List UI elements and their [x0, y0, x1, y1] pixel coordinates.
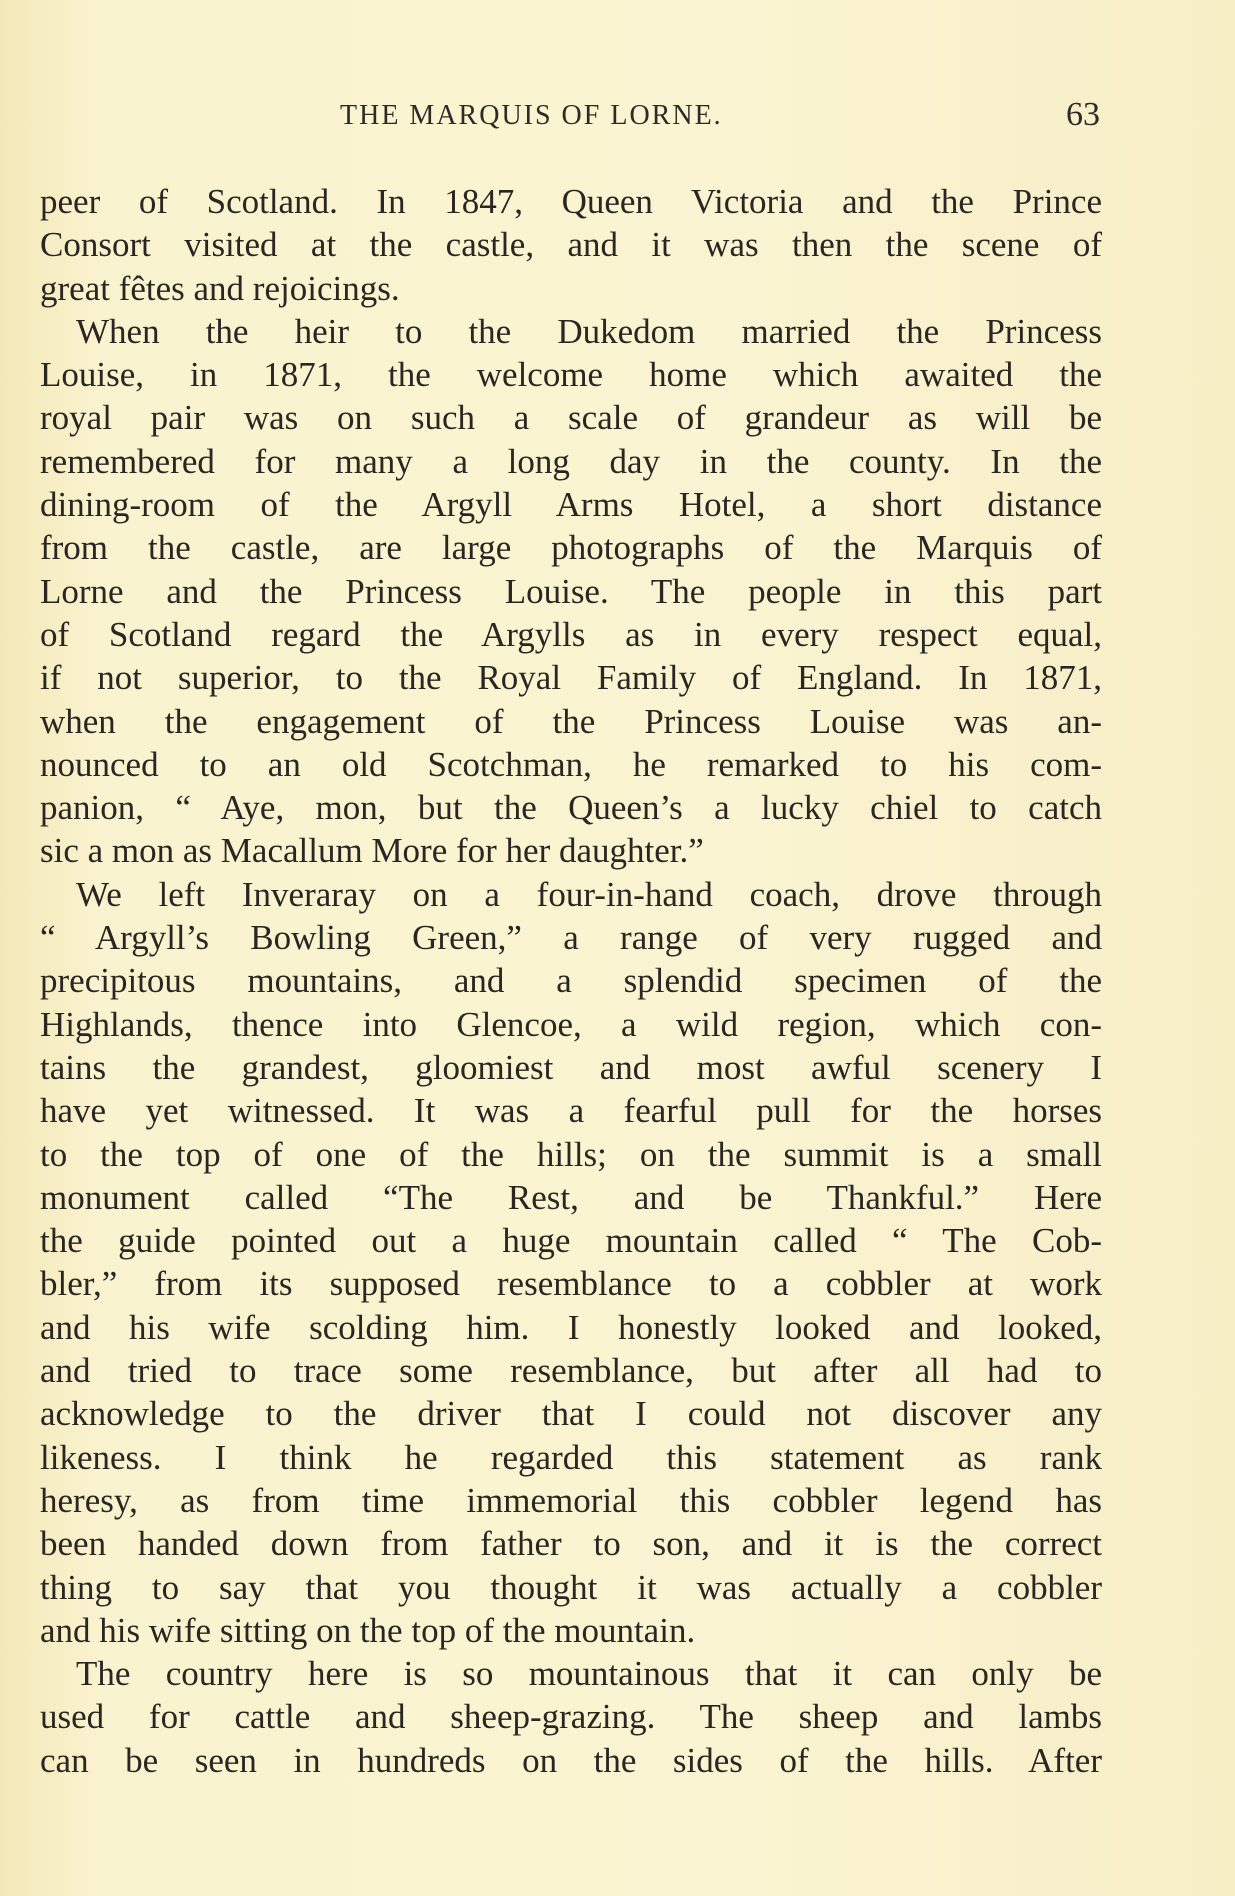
body-text — [40, 180, 1102, 1782]
text-line: heresy, as from time immemorial this cobbler legend has — [40, 1480, 1102, 1520]
text-line: the guide pointed out a huge mountain called “ The Cob- — [40, 1221, 1102, 1261]
text-line: and his wife scolding him. I honestly looked and looked, — [40, 1307, 1102, 1347]
text-line: panion, “ Aye, mon, but the Queen’s a lucky chiel to catch — [40, 788, 1102, 828]
text-line: When the heir to the Dukedom married the Princess — [76, 311, 1102, 351]
text-line: Highlands, thence into Glencoe, a wild region, which con- — [40, 1004, 1102, 1044]
text-line: “ Argyll’s Bowling Green,” a range of very rugged and — [40, 918, 1102, 958]
text-line: dining-room of the Argyll Arms Hotel, a short distance — [40, 485, 1102, 525]
text-line: tains the grandest, gloomiest and most awful scenery I — [40, 1047, 1102, 1087]
text-line: precipitous mountains, and a splendid specimen of the — [40, 961, 1102, 1001]
page-header — [40, 96, 1100, 140]
text-line: have yet witnessed. It was a fearful pull for the horses — [40, 1091, 1102, 1131]
text-line: Consort visited at the castle, and it was then the scene of — [40, 225, 1102, 265]
text-line: We left Inveraray on a four-in-hand coach, drove through — [76, 874, 1102, 914]
text-line: thing to say that you thought it was actually a cobbler — [40, 1567, 1102, 1607]
text-line: The country here is so mountainous that it can only be — [76, 1654, 1102, 1694]
text-line: when the engagement of the Princess Louise was an- — [40, 701, 1102, 741]
text-line: of Scotland regard the Argylls as in every respect equal, — [40, 614, 1102, 654]
text-line: if not superior, to the Royal Family of England. In 1871, — [40, 658, 1102, 698]
text-line: to the top of one of the hills; on the summit is a small — [40, 1134, 1102, 1174]
text-line: peer of Scotland. In 1847, Queen Victoria and the Prince — [40, 182, 1102, 221]
text-line: been handed down from father to son, and it is the correct — [40, 1524, 1102, 1564]
running-title: THE MARQUIS OF LORNE. — [340, 100, 723, 131]
text-line: bler,” from its supposed resemblance to a cobbler at work — [40, 1264, 1102, 1304]
text-line: acknowledge to the driver that I could not discover any — [40, 1394, 1102, 1434]
text-line: monument called “The Rest, and be Thankful.” Here — [40, 1177, 1102, 1217]
text-line: great fêtes and rejoicings. — [40, 268, 400, 308]
text-line: sic a mon as Macallum More for her daughter.” — [40, 831, 704, 871]
text-line: remembered for many a long day in the county. In the — [40, 441, 1102, 481]
text-line: used for cattle and sheep-grazing. The sheep and lambs — [40, 1697, 1102, 1737]
text-line: can be seen in hundreds on the sides of the hills. After — [40, 1740, 1102, 1780]
text-line: nounced to an old Scotchman, he remarked to his com- — [40, 744, 1102, 784]
text-line: Lorne and the Princess Louise. The people in this part — [40, 571, 1102, 611]
text-line: from the castle, are large photographs of the Marquis of — [40, 528, 1102, 568]
text-line: and tried to trace some resemblance, but after all had to — [40, 1351, 1102, 1391]
text-line: and his wife sitting on the top of the mountain. — [40, 1610, 696, 1650]
text-line: likeness. I think he regarded this statement as rank — [40, 1437, 1102, 1477]
text-line: Louise, in 1871, the welcome home which awaited the — [40, 355, 1102, 395]
page-number: 63 — [1066, 96, 1100, 133]
text-line: royal pair was on such a scale of grandeur as will be — [40, 398, 1102, 438]
